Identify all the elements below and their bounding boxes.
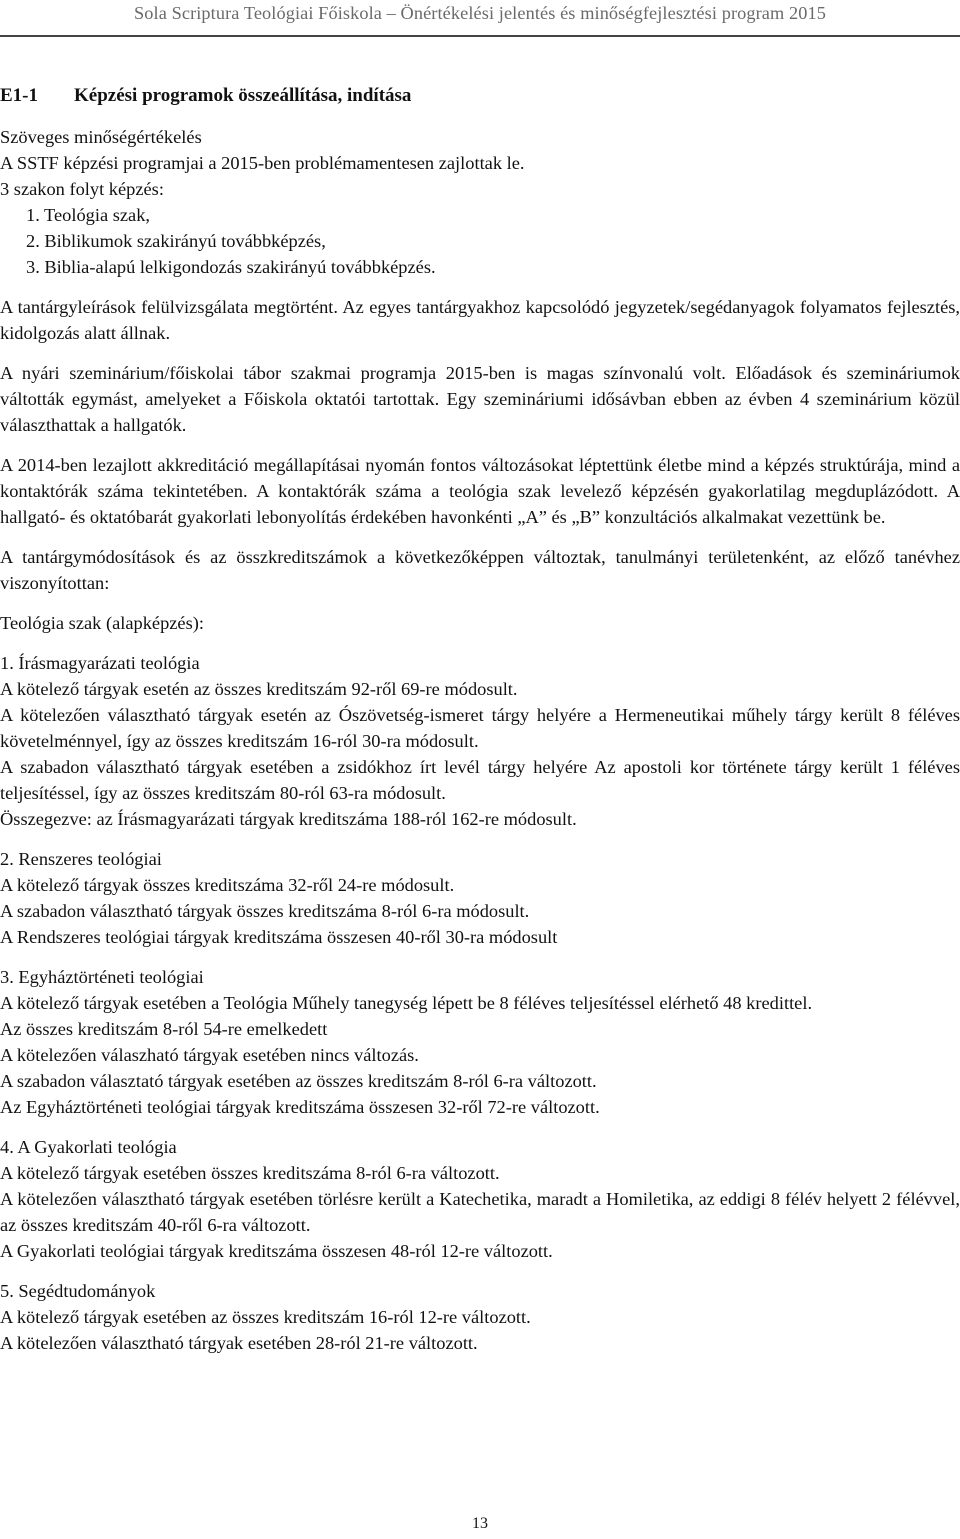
section-title: Képzési programok összeállítása, indítása xyxy=(74,85,412,106)
area-line: A szabadon választható tárgyak esetében a zsidókhoz írt levél tárgy helyére Az apostoli kor története tárgy került 1 féléves teljesítéssel, így az összes kreditszám 80-ról 63-ra módosult. xyxy=(0,757,960,803)
paragraph-accreditation: A 2014-ben lezajlott akkreditáció megállapításai nyomán fontos változásokat léptettünk életbe mind a képzés struktúrája, mind a kontaktórák száma tekintetében. A kontaktórák száma a teológia szak levelező képzésén gyakorlatilag megduplázódott. A hallgató- és oktatóbarát gyakorlati lebonyolítás érdekében havonkénti „A” és „B” konzultációs alkalmakat vezettünk be. xyxy=(0,455,960,527)
list-item: 2. Biblikumok szakirányú továbbképzés, xyxy=(26,231,326,251)
running-header xyxy=(0,0,960,40)
area-block xyxy=(0,1278,960,1356)
area-line: A Gyakorlati teológiai tárgyak kreditszáma összesen 48-ról 12-re változott. xyxy=(0,1241,553,1261)
area-line: A kötelezően választható tárgyak esetében törlésre került a Katechetika, maradt a Homiletika, az eddigi 8 félév helyett 2 félévvel, az összes kreditszám 40-ről 6-ra változott. xyxy=(0,1189,960,1235)
area-title: 3. Egyháztörténeti teológiai xyxy=(0,967,204,987)
area-block xyxy=(0,650,960,832)
area-line: Az összes kreditszám 8-ról 54-re emelkedett xyxy=(0,1019,328,1039)
area-line: A kötelező tárgyak esetében összes kreditszáma 8-ról 6-ra változott. xyxy=(0,1163,500,1183)
area-line: A kötelezően válaszható tárgyak esetében nincs változás. xyxy=(0,1045,419,1065)
area-line: A Rendszeres teológiai tárgyak kreditszáma összesen 40-ről 30-ra módosult xyxy=(0,927,558,947)
area-line: A kötelező tárgyak esetén az összes kreditszám 92-ről 69-re módosult. xyxy=(0,679,518,699)
program-label: Teológia szak (alapképzés): xyxy=(0,613,204,633)
header-rule xyxy=(0,35,960,37)
subheading: Szöveges minőségértékelés xyxy=(0,127,202,147)
area-title: 5. Segédtudományok xyxy=(0,1281,156,1301)
area-title: 1. Írásmagyarázati teológia xyxy=(0,653,200,673)
header-title: Sola Scriptura Teológiai Főiskola – Önértékelési jelentés és minőségfejlesztési program 2015 xyxy=(134,3,826,23)
paragraph-summer-seminar: A nyári szeminárium/főiskolai tábor szakmai programja 2015-ben is magas színvonalú volt. Előadások és szemináriumok váltották egymást, amelyeket a Főiskola oktatói tartottak. Egy szemináriumi idősávban ebben az évben 4 szeminárium közül választhattak a hallgatók. xyxy=(0,363,960,435)
page-number: 13 xyxy=(472,1515,488,1532)
area-line: A szabadon választató tárgyak esetében az összes kreditszám 8-ról 6-ra változott. xyxy=(0,1071,597,1091)
area-block xyxy=(0,1134,960,1264)
intro-line: A SSTF képzési programjai a 2015-ben problémamentesen zajlottak le. xyxy=(0,153,525,173)
area-block xyxy=(0,964,960,1120)
area-title: 2. Renszeres teológiai xyxy=(0,849,162,869)
document-body xyxy=(0,80,960,1356)
area-line: Az Egyháztörténeti teológiai tárgyak kreditszáma összesen 32-ről 72-re változott. xyxy=(0,1097,600,1117)
paragraph-syllabus: A tantárgyleírások felülvizsgálata megtörtént. Az egyes tantárgyakhoz kapcsolódó jegyzetek/segédanyagok folyamatos fejlesztés, kidolgozás alatt állnak. xyxy=(0,297,960,343)
section-heading xyxy=(0,80,960,112)
area-line: A szabadon választható tárgyak összes kreditszáma 8-ról 6-ra módosult. xyxy=(0,901,530,921)
list-item: 1. Teológia szak, xyxy=(26,205,151,225)
area-line: A kötelezően választható tárgyak esetén az Ószövetség-ismeret tárgy helyére a Hermeneutikai műhely tárgy került 8 féléves követelménnyel, így az összes kreditszám 16-ról 30-ra módosult. xyxy=(0,705,960,751)
area-line: A kötelező tárgyak esetében az összes kreditszám 16-ról 12-re változott. xyxy=(0,1307,531,1327)
area-line: A kötelező tárgyak esetében a Teológia Műhely tanegység lépett be 8 féléves teljesítéssel elérhető 48 kredittel. xyxy=(0,993,813,1013)
area-line: Összegezve: az Írásmagyarázati tárgyak kreditszáma 188-ról 162-re módosult. xyxy=(0,809,577,829)
area-title: 4. A Gyakorlati teológia xyxy=(0,1137,177,1157)
list-item: 3. Biblia-alapú lelkigondozás szakirányú továbbképzés. xyxy=(26,257,436,277)
area-line: A kötelezően választható tárgyak esetében 28-ról 21-re változott. xyxy=(0,1333,478,1353)
area-line: A kötelező tárgyak összes kreditszáma 32-ről 24-re módosult. xyxy=(0,875,455,895)
intro-line: 3 szakon folyt képzés: xyxy=(0,179,164,199)
paragraph-changes: A tantárgymódosítások és az összkreditszámok a következőképpen változtak, tanulmányi területenként, az előző tanévhez viszonyítottan: xyxy=(0,547,960,593)
program-list xyxy=(0,202,960,280)
section-number: E1-1 xyxy=(0,85,38,106)
area-block xyxy=(0,846,960,950)
